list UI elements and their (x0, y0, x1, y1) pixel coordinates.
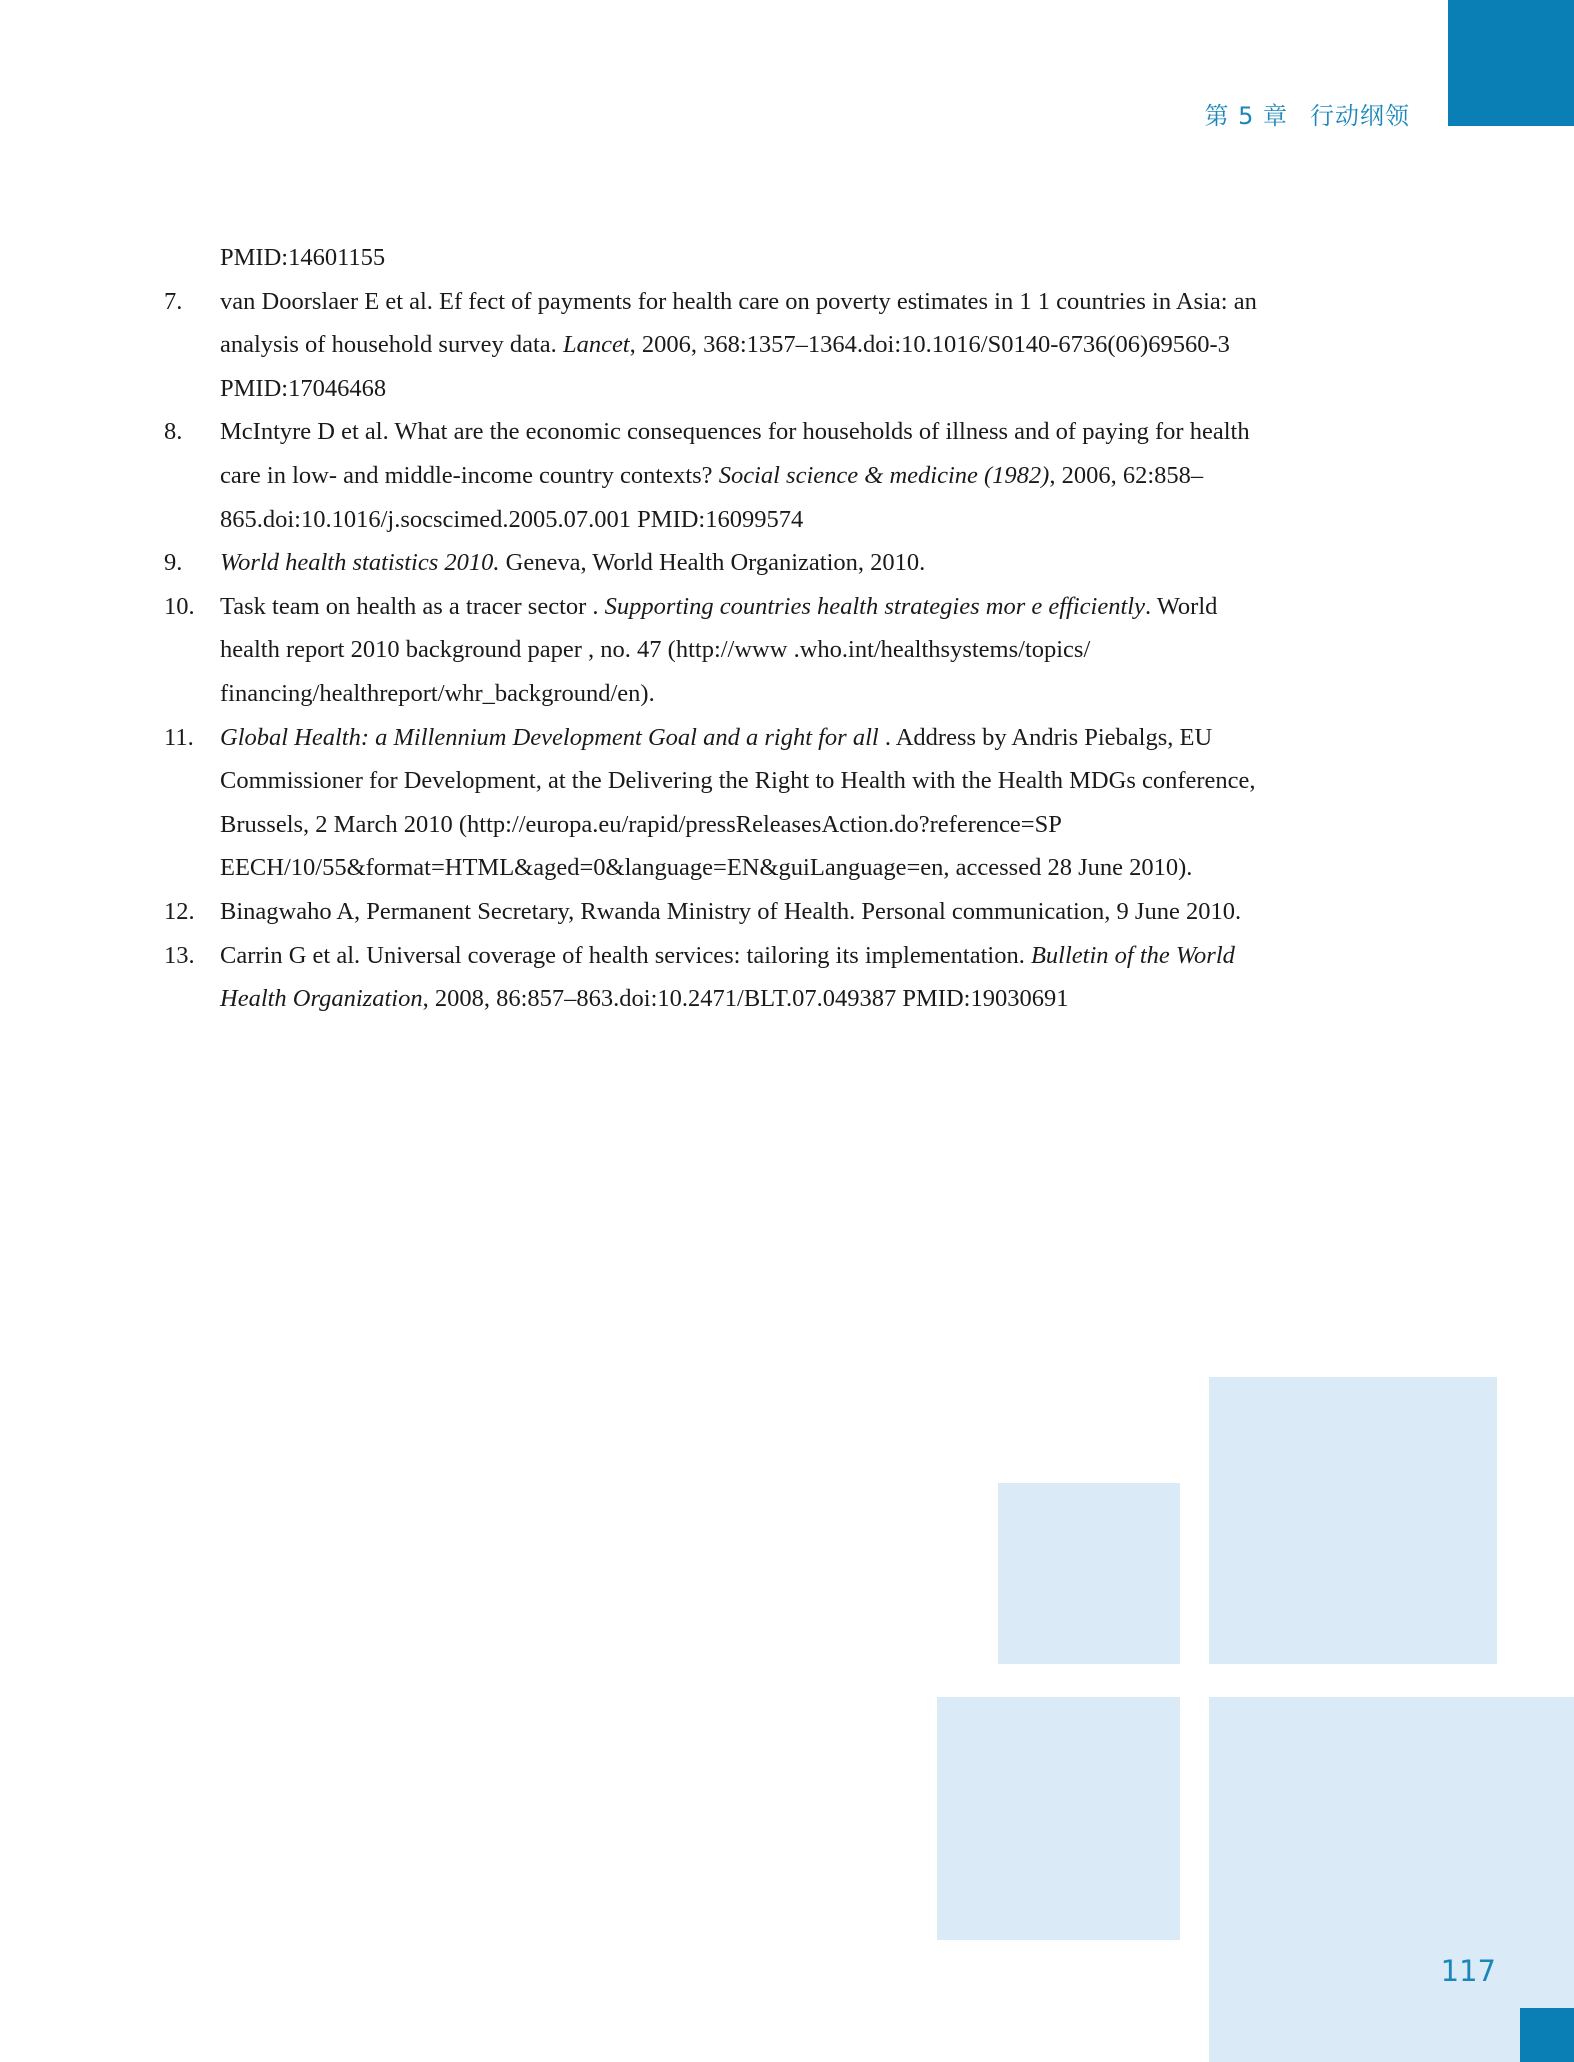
reference-title-italic: Bulletin of the World Health Organization (220, 941, 1235, 1013)
reference-text (220, 890, 1274, 934)
reference-continuation (164, 236, 1274, 280)
decorative-square (998, 1483, 1180, 1664)
reference-title-italic: Supporting countries health strategies mor e efficiently (604, 592, 1145, 620)
reference-text (220, 934, 1274, 1021)
reference-number: 13. (164, 941, 195, 969)
page-number: 117 (1440, 1954, 1496, 1988)
reference-text-segment: Carrin G et al. Universal coverage of health services: tailoring its implementation. (220, 941, 1031, 969)
reference-list (164, 236, 1274, 1021)
chapter-header (1204, 96, 1410, 131)
reference-item (164, 280, 1274, 411)
decorative-square (1209, 1377, 1497, 1664)
reference-title-italic: Social science & medicine (1982) (718, 461, 1050, 489)
reference-item (164, 585, 1274, 716)
reference-continuation-text: PMID:14601155 (220, 244, 386, 271)
reference-number: 12. (164, 897, 195, 925)
reference-text-segment: , 2006, 62:858–865.doi:10.1016/j.socscimed.2005.07.001 PMID:16099574 (220, 461, 1204, 533)
chapter-number: 第 5 章 (1204, 102, 1288, 130)
footer-corner-block (1520, 2008, 1574, 2062)
reference-text (220, 716, 1274, 890)
reference-text-segment: McIntyre D et al. What are the economic consequences for households of illness and of paying for health care in low- and middle-income country contexts? (220, 418, 1250, 489)
chapter-title: 行动纲领 (1310, 102, 1410, 130)
reference-item (164, 541, 1274, 585)
reference-item (164, 410, 1274, 541)
reference-number: 9. (164, 549, 183, 577)
reference-text-segment: , 2008, 86:857–863.doi:10.2471/BLT.07.049387 PMID:19030691 (422, 985, 1069, 1013)
reference-number: 10. (164, 592, 195, 620)
reference-number: 11. (164, 723, 194, 751)
reference-item (164, 934, 1274, 1021)
reference-text-segment: . World health report 2010 background paper , no. 47 (http://www .who.int/healthsystems/topics/ financing/healthreport/whr_background/en). (220, 592, 1218, 707)
reference-items (164, 280, 1274, 1021)
reference-text-segment: . Address by Andris Piebalgs, EU Commissioner for Development, at the Delivering the Right to Health with the Health MDGs conference, Brussels, 2 March 2010 (http://europa.eu/rapid/pressReleasesAction.do?reference=SP EECH/10/55&format=HTML&aged=0&language=EN&guiLanguage=en, accessed 28 June 2010). (220, 723, 1256, 882)
reference-text-segment: Geneva, World Health Organization, 2010. (499, 549, 926, 577)
reference-text-segment: , 2006, 368:1357–1364.doi:10.1016/S0140-6736(06)69560-3 PMID:17046468 (220, 331, 1230, 402)
reference-text (220, 541, 1274, 585)
reference-number: 7. (164, 287, 183, 315)
decorative-square (937, 1697, 1180, 1940)
reference-text-segment: van Doorslaer E et al. Ef fect of payments for health care on poverty estimates in 1 1 countries in Asia: an analysis of household survey data. (220, 287, 1257, 359)
reference-item (164, 890, 1274, 934)
reference-text (220, 585, 1274, 716)
header-corner-block (1448, 0, 1574, 126)
reference-title-italic: Global Health: a Millennium Development Goal and a right for all (220, 723, 879, 751)
reference-text-segment: Task team on health as a tracer sector . (220, 592, 605, 620)
reference-title-italic: Lancet (562, 331, 630, 359)
reference-item (164, 716, 1274, 890)
reference-text (220, 410, 1274, 541)
reference-number: 8. (164, 418, 183, 446)
reference-title-italic: World health statistics 2010. (220, 549, 500, 577)
reference-text (220, 280, 1274, 411)
reference-text-segment: Binagwaho A, Permanent Secretary, Rwanda Ministry of Health. Personal communication, 9 June 2010. (220, 897, 1242, 925)
